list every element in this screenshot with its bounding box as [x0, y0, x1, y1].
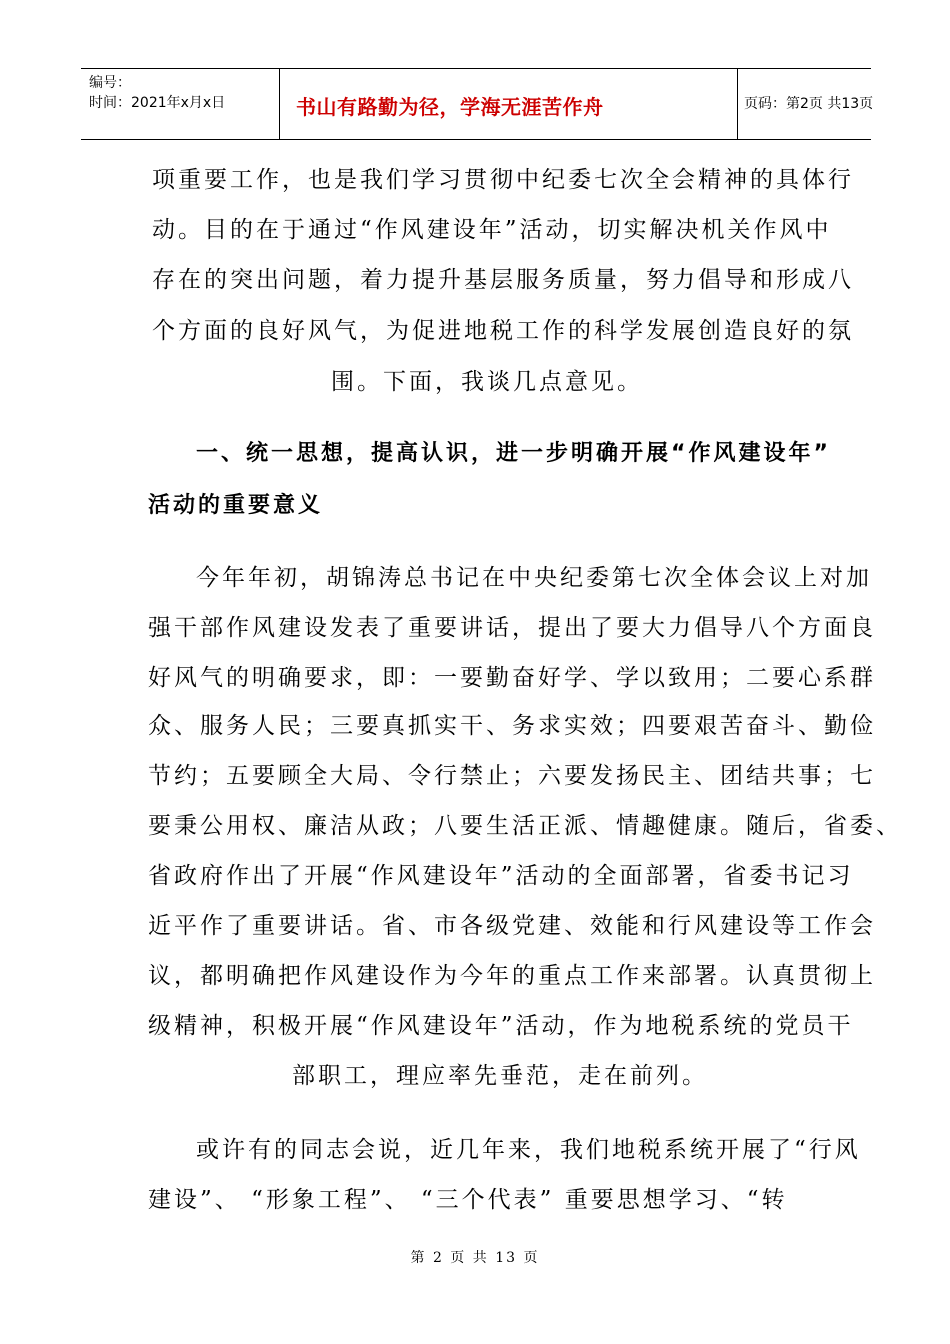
- body-line: 动。目的在于通过“作风建设年”活动，切实解决机关作风中: [152, 217, 832, 243]
- body-line: 存在的突出问题，着力提升基层服务质量，努力倡导和形成八: [152, 267, 854, 293]
- body-line: 今年年初，胡锦涛总书记在中央纪委第七次全体会议上对加: [196, 565, 872, 591]
- body-line: 围。下面，我谈几点意见。: [331, 369, 643, 395]
- header-page-cell: [738, 69, 874, 139]
- page-footer: 第 2 页 共 13 页: [410, 1250, 540, 1266]
- body-line: 众、服务人民；三要真抓实干、务求实效；四要艰苦奋斗、勤俭: [148, 713, 876, 739]
- body-line: 要秉公用权、廉洁从政；八要生活正派、情趣健康。随后，省委、: [148, 813, 902, 839]
- body-line: 项重要工作，也是我们学习贯彻中纪委七次全会精神的具体行: [152, 167, 854, 193]
- body-line: 建设”、 “形象工程”、 “三个代表” 重要思想学习、“转: [148, 1187, 788, 1213]
- body-line: 部职工，理应率先垂范，走在前列。: [292, 1063, 708, 1089]
- body-line: 强干部作风建设发表了重要讲话，提出了要大力倡导八个方面良: [148, 615, 876, 641]
- body-line: 议，都明确把作风建设作为今年的重点工作来部署。认真贯彻上: [148, 963, 876, 989]
- body-line: 好风气的明确要求，即：一要勤奋好学、学以致用；二要心系群: [148, 665, 876, 691]
- body-line: 级精神，积极开展“作风建设年”活动，作为地税系统的党员干: [148, 1013, 854, 1039]
- page-info: 页码：第2页 共13页: [744, 96, 874, 112]
- section-heading: 一、统一思想，提高认识，进一步明确开展“作风建设年”: [196, 441, 831, 466]
- body-line: 近平作了重要讲话。省、市各级党建、效能和行风建设等工作会: [148, 913, 876, 939]
- header-slogan-cell: [280, 69, 737, 139]
- body-line: 个方面的良好风气，为促进地税工作的科学发展创造良好的氛: [152, 318, 854, 344]
- date-label: 时间：2021年x月x日: [89, 95, 226, 111]
- section-heading: 活动的重要意义: [148, 493, 324, 518]
- header-meta-cell: [81, 69, 279, 139]
- body-line: 或许有的同志会说，近几年来，我们地税系统开展了“行风: [196, 1137, 861, 1163]
- body-line: 节约；五要顾全大局、令行禁止；六要发扬民主、团结共事；七: [148, 763, 876, 789]
- header-table: [81, 68, 874, 140]
- slogan: 书山有路勤为径，学海无涯苦作舟: [296, 95, 604, 119]
- body-line: 省政府作出了开展“作风建设年”活动的全面部署，省委书记习: [148, 863, 854, 889]
- code-label: 编号：: [89, 75, 131, 91]
